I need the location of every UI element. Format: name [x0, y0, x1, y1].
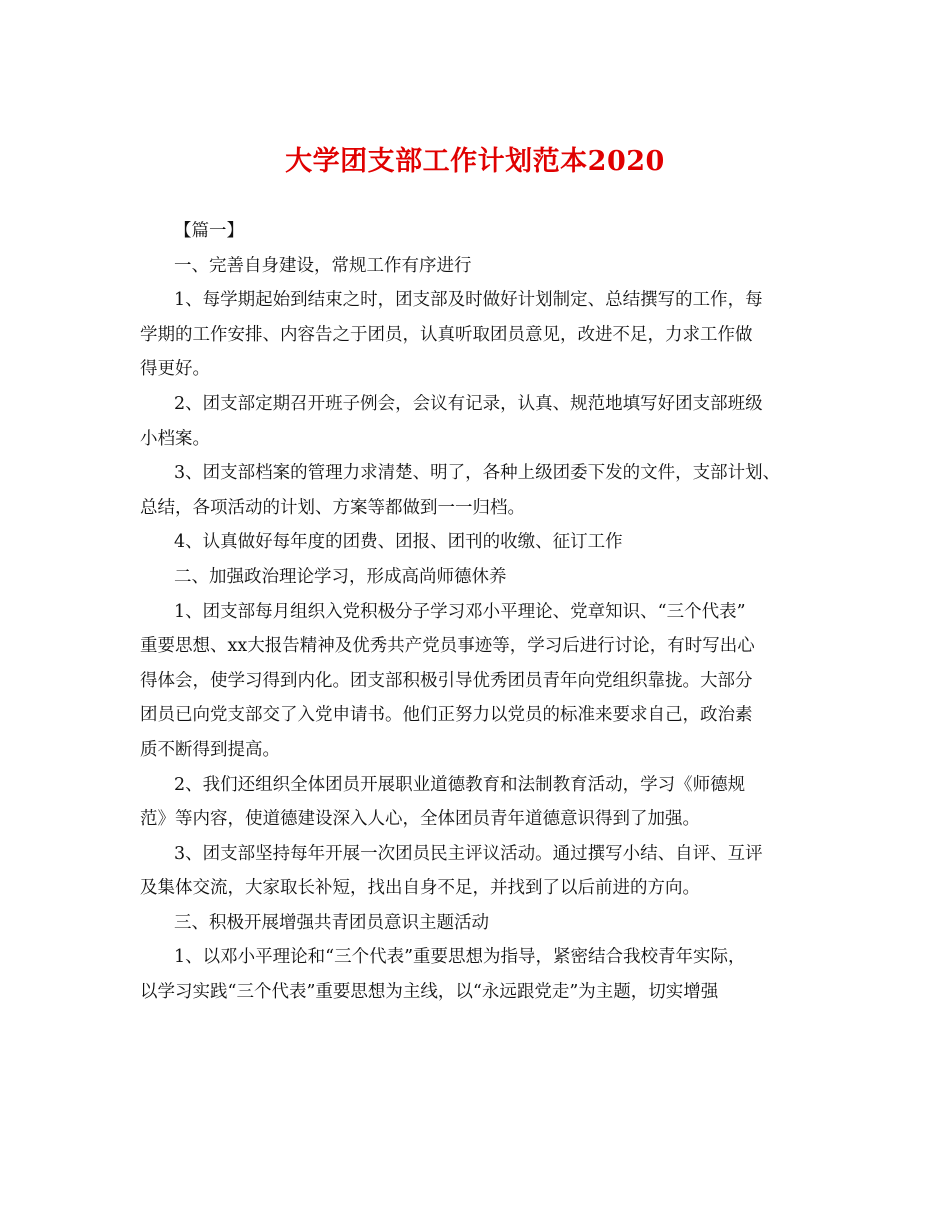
paragraph-line: 以学习实践“三个代表”重要思想为主线，以“永远跟党走”为主题，切实增强	[140, 982, 719, 1003]
paragraph-line: 2、我们还组织全体团员开展职业道德教育和法制教育活动，学习《师德规	[174, 774, 746, 795]
paragraph-line: 1、每学期起始到结束之时，团支部及时做好计划制定、总结撰写的工作，每	[174, 290, 763, 311]
paragraph-line: 团员已向党支部交了入党申请书。他们正努力以党员的标准来要求自己，政治素	[140, 705, 753, 726]
paragraph-line: 学期的工作安排、内容告之于团员，认真听取团员意见，改进不足，力求工作做	[140, 324, 753, 345]
paragraph-line: 1、以邓小平理论和“三个代表”重要思想为指导，紧密结合我校青年实际，	[174, 947, 746, 968]
paragraph-line: 三、积极开展增强共青团员意识主题活动	[174, 912, 489, 933]
paragraph-line: 3、团支部档案的管理力求清楚、明了，各种上级团委下发的文件，支部计划、	[174, 463, 781, 484]
paragraph-line: 4、认真做好每年度的团费、团报、团刊的收缴、征订工作	[174, 532, 623, 553]
paragraph-line: 得体会，使学习得到内化。团支部积极引导优秀团员青年向党组织靠拢。大部分	[140, 670, 753, 691]
paragraph-line: 及集体交流，大家取长补短，找出自身不足，并找到了以后前进的方向。	[140, 878, 700, 899]
paragraph-line: 范》等内容，使道德建设深入人心，全体团员青年道德意识得到了加强。	[140, 809, 700, 830]
paragraph-line: 3、团支部坚持每年开展一次团员民主评议活动。通过撰写小结、自评、互评	[174, 843, 763, 864]
paragraph-line: 2、团支部定期召开班子例会，会议有记录，认真、规范地填写好团支部班级	[174, 393, 763, 414]
paragraph-line: 【篇一】	[174, 221, 244, 241]
paragraph-line: 重要思想、xx大报告精神及优秀共产党员事迹等，学习后进行讨论，有时写出心	[140, 636, 755, 657]
paragraph-line: 1、团支部每月组织入党积极分子学习邓小平理论、党章知识、“三个代表”	[174, 601, 746, 622]
paragraph-line: 一、完善自身建设，常规工作有序进行	[174, 255, 472, 276]
paragraph-line: 质不断得到提高。	[140, 739, 280, 760]
paragraph-line: 二、加强政治理论学习，形成高尚师德休养	[174, 566, 507, 587]
document-title: 大学团支部工作计划范本2020	[285, 146, 665, 177]
document-body	[140, 214, 820, 1010]
paragraph-line: 小档案。	[140, 428, 210, 449]
paragraph-line: 总结，各项活动的计划、方案等都做到一一归档。	[140, 497, 525, 518]
paragraph-line: 得更好。	[140, 359, 210, 380]
